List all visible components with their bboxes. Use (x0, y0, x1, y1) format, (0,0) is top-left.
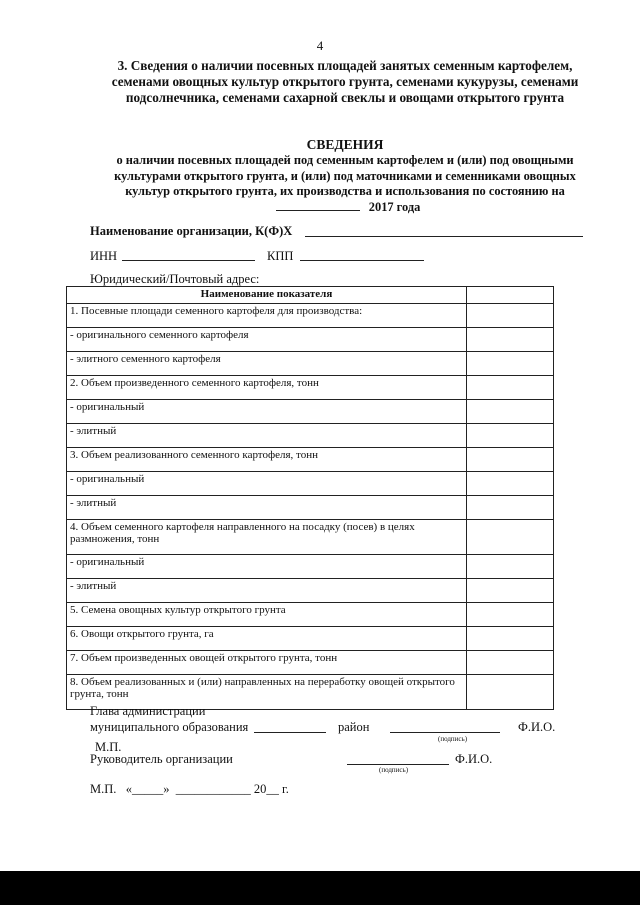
org-name-label: Наименование организации, К(Ф)Х (90, 224, 293, 238)
table-row (67, 496, 554, 520)
inn-label: ИНН (90, 249, 118, 263)
mp-label-1: М.П. (95, 740, 122, 754)
table-row (67, 376, 554, 400)
value-cell[interactable] (467, 472, 554, 496)
kpp-field[interactable] (300, 260, 424, 261)
sved-subtitle-main: о наличии посевных площадей под семенным картофелем и (или) под овощными культурами открытого грунта, и (или) под маточниками и семенниками овощных культур открытого грунта, их производства и использования по состоянию на (114, 153, 576, 198)
table-header-value (467, 287, 554, 304)
row-label: 1. Посевные площади семенного картофеля для производства: (67, 304, 467, 328)
indicators-table (66, 286, 554, 710)
district-label: район (338, 720, 370, 734)
value-cell[interactable] (467, 675, 554, 710)
scan-bottom-bar (0, 871, 640, 905)
row-label: - элитный (67, 424, 467, 448)
value-cell[interactable] (467, 651, 554, 675)
page-number: 4 (316, 38, 324, 53)
value-cell[interactable] (467, 496, 554, 520)
table-row (67, 603, 554, 627)
row-label: - элитный (67, 496, 467, 520)
value-cell[interactable] (467, 579, 554, 603)
sved-year: 2017 года (368, 199, 421, 214)
row-label: 3. Объем реализованного семенного картофеля, тонн (67, 448, 467, 472)
value-cell[interactable] (467, 376, 554, 400)
table-row (67, 400, 554, 424)
admin-signature-caption: (подпись) (438, 735, 468, 743)
address-label: Юридический/Почтовый адрес: (90, 272, 260, 286)
row-label: 4. Объем семенного картофеля направленного на посадку (посев) в целях размножения, тонн (67, 520, 467, 555)
inn-field[interactable] (122, 260, 255, 261)
date-line: М.П. «_____» ____________ 20__ г. (90, 782, 289, 796)
table-row (67, 579, 554, 603)
value-cell[interactable] (467, 555, 554, 579)
org-head-fio-label: Ф.И.О. (455, 752, 493, 766)
row-label: 8. Объем реализованных и (или) направленных на переработку овощей открытого грунта, тонн (67, 675, 467, 710)
value-cell[interactable] (467, 448, 554, 472)
org-head-label: Руководитель организации (90, 752, 233, 766)
kpp-label: КПП (267, 249, 294, 263)
row-label: - элитный (67, 579, 467, 603)
value-cell[interactable] (467, 603, 554, 627)
sved-heading: СВЕДЕНИЯ (306, 137, 384, 152)
row-label: 2. Объем произведенного семенного картофеля, тонн (67, 376, 467, 400)
admin-signature-field[interactable] (390, 732, 500, 733)
row-label: - оригинального семенного картофеля (67, 328, 467, 352)
row-label: - оригинальный (67, 400, 467, 424)
table-row (67, 304, 554, 328)
section-title: 3. Сведения о наличии посевных площадей занятых семенным картофелем, семенами овощных культур открытого грунта, семенами кукурузы, семенами подсолнечника, семенами сахарной свеклы и овощами открытого грунта (111, 58, 579, 105)
date-blank[interactable] (276, 200, 360, 211)
municipal-label: муниципального образования (90, 720, 249, 734)
value-cell[interactable] (467, 627, 554, 651)
table-row (67, 328, 554, 352)
value-cell[interactable] (467, 424, 554, 448)
table-row (67, 555, 554, 579)
table-row (67, 424, 554, 448)
table-row (67, 352, 554, 376)
table-header-indicator: Наименование показателя (67, 287, 467, 304)
org-head-signature-caption: (подпись) (379, 766, 409, 774)
table-row (67, 472, 554, 496)
table-header-row (67, 287, 554, 304)
value-cell[interactable] (467, 352, 554, 376)
row-label: 5. Семена овощных культур открытого грунта (67, 603, 467, 627)
org-name-field[interactable] (305, 236, 583, 237)
admin-fio-label: Ф.И.О. (518, 720, 556, 734)
table-row (67, 520, 554, 555)
table-row (67, 627, 554, 651)
sved-subtitle (95, 153, 595, 215)
table-row (67, 651, 554, 675)
org-head-signature-field[interactable] (347, 764, 449, 765)
head-admin-label: Глава администрации (90, 704, 206, 718)
row-label: - оригинальный (67, 555, 467, 579)
row-label: 7. Объем произведенных овощей открытого грунта, тонн (67, 651, 467, 675)
value-cell[interactable] (467, 304, 554, 328)
table-row (67, 448, 554, 472)
row-label: 6. Овощи открытого грунта, га (67, 627, 467, 651)
row-label: - оригинальный (67, 472, 467, 496)
municipal-name-field[interactable] (254, 732, 326, 733)
value-cell[interactable] (467, 400, 554, 424)
value-cell[interactable] (467, 520, 554, 555)
row-label: - элитного семенного картофеля (67, 352, 467, 376)
value-cell[interactable] (467, 328, 554, 352)
